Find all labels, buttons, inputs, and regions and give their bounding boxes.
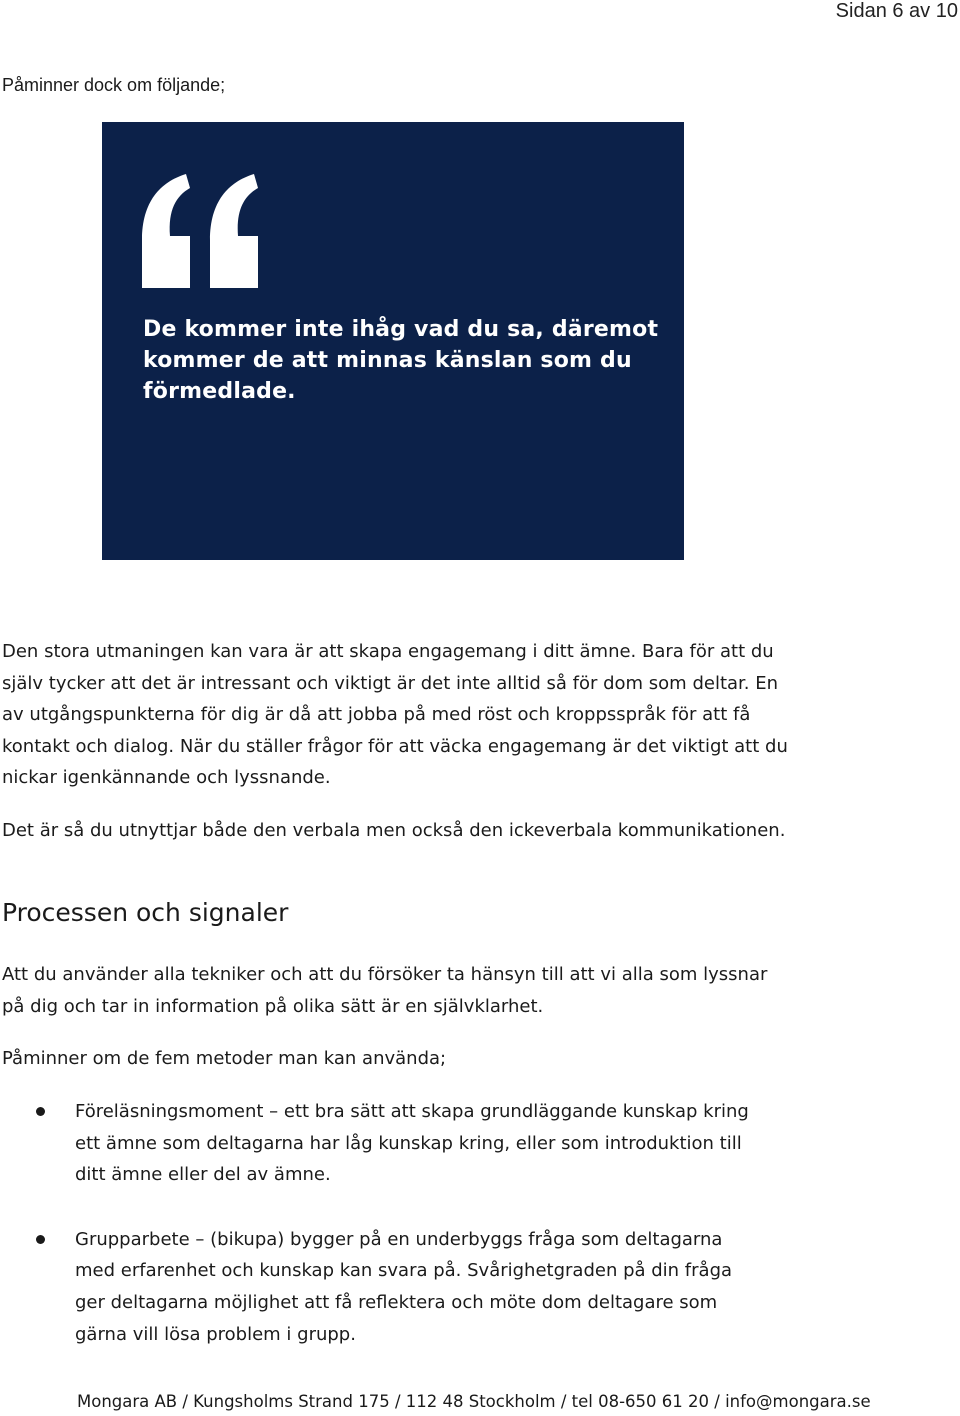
quote-image (102, 122, 684, 560)
paragraph-techniques: Att du använder alla tekniker och att du försöker ta hänsyn till att vi alla som lyssnar på dig och tar in information på olika sätt är en självklarhet. (2, 964, 768, 1017)
bullet-icon (36, 1235, 45, 1244)
list-item-text: Grupparbete – (bikupa) bygger på en underbyggs fråga som deltagarna med erfarenhet och kunskap kan svara på. Svårighetgraden på din fråga ger deltagarna möjlighet att få reflektera och möte dom deltagare som gärna vill lösa problem i grupp. (75, 1228, 733, 1345)
page-footer: Mongara AB / Kungsholms Strand 175 / 112 48 Stockholm / tel 08-650 61 20 / info@mongara.se (77, 1392, 871, 1411)
intro-text: Påminner dock om följande; (2, 75, 226, 95)
methods-list (0, 1096, 820, 1350)
page-number: Sidan 6 av 10 (835, 0, 958, 22)
section-heading: Processen och signaler (2, 898, 289, 927)
list-item (0, 1096, 765, 1191)
quote-text: De kommer inte ihåg vad du sa, däremot kommer de att minnas känslan som du förmedlade. (143, 317, 659, 404)
list-item (0, 1224, 765, 1350)
list-item-text: Föreläsningsmoment – ett bra sätt att skapa grundläggande kunskap kring ett ämne som deltagarna har låg kunskap kring, eller som introduktion till ditt ämne eller del av ämne. (75, 1101, 749, 1186)
paragraph-engagement: Den stora utmaningen kan vara är att skapa engagemang i ditt ämne. Bara för att du själv tycker att det är intressant och viktigt är det inte alltid så för dom som deltar. En av utgångspunkterna för dig är då att jobba på med röst och kroppsspråk för att få kontakt och dialog. När du ställer frågor för att väcka engagemang är det viktigt att du nickar igenkännande och lyssnande. (2, 641, 788, 789)
paragraph-methods-intro: Påminner om de fem metoder man kan använda; (2, 1048, 447, 1069)
paragraph-communication: Det är så du utnyttjar både den verbala men också den ickeverbala kommunikationen. (2, 820, 786, 841)
quote-icon (142, 174, 262, 292)
bullet-icon (36, 1107, 45, 1116)
